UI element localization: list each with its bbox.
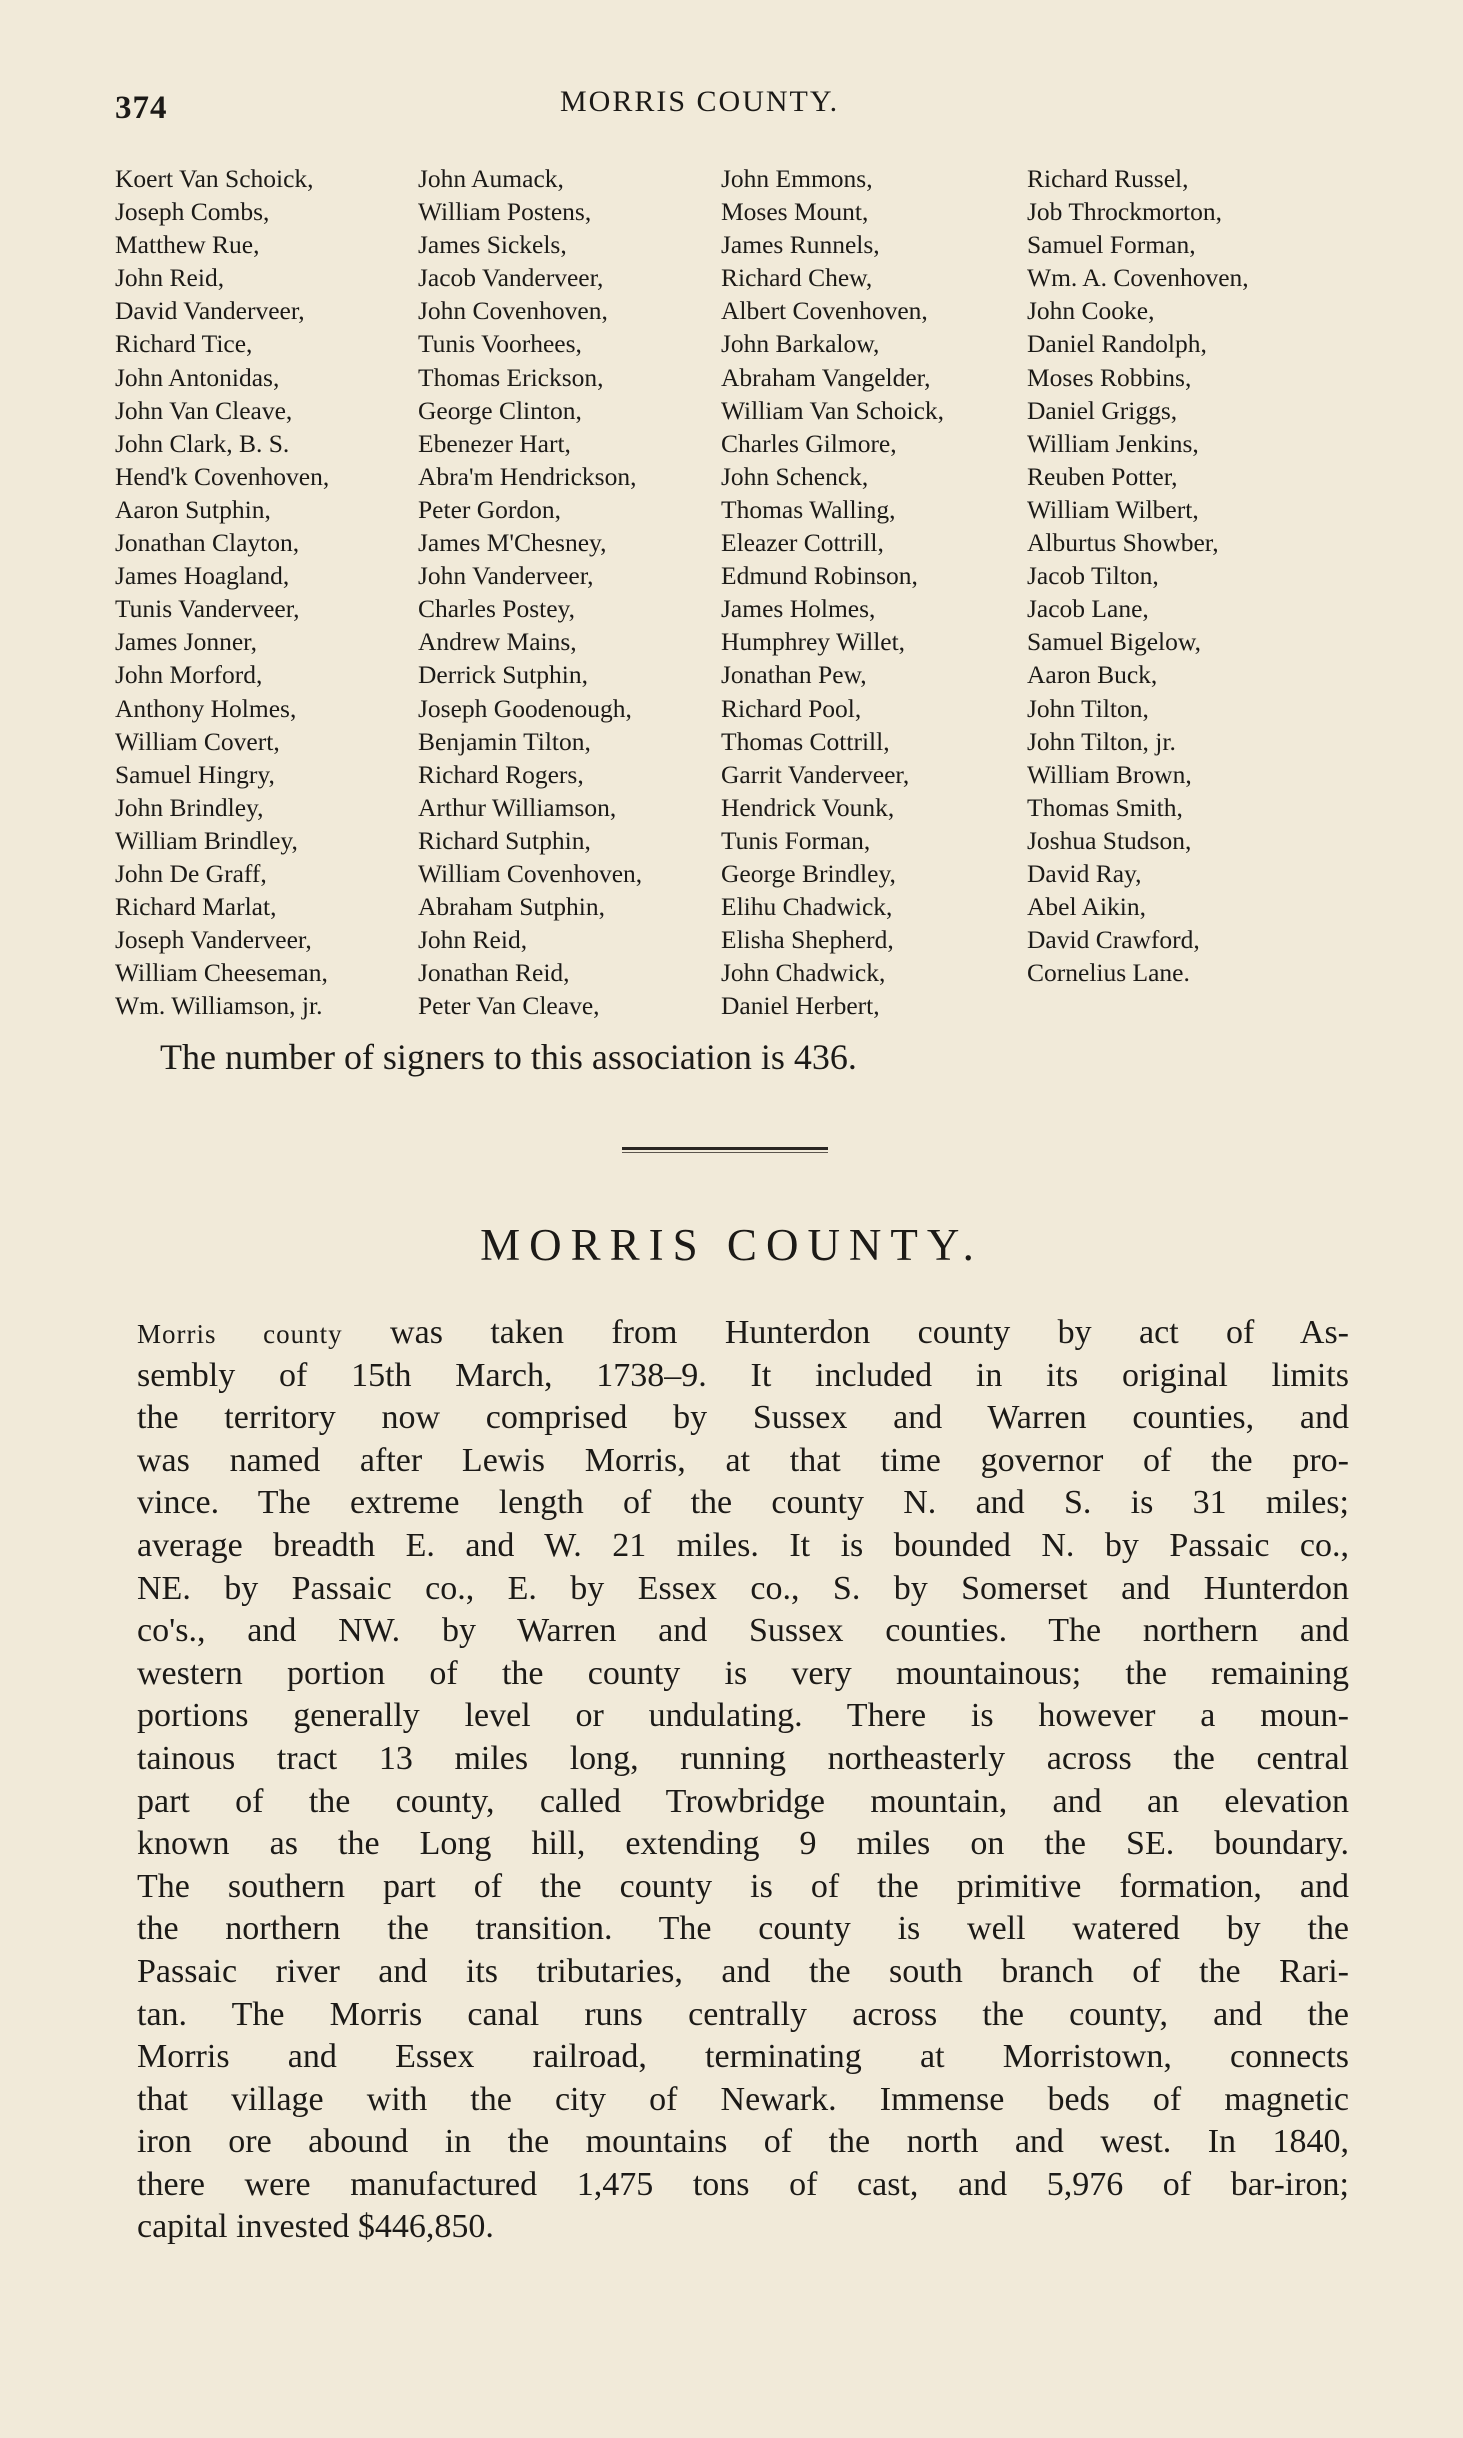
body-line: western portion of the county is very mountainous; the remaining xyxy=(137,1654,1349,1692)
signer-name: Abraham Vangelder, xyxy=(721,362,931,392)
signer-name: David Crawford, xyxy=(1027,925,1200,955)
signer-name: Andrew Mains, xyxy=(418,627,577,657)
body-line: The southern part of the county is of the primitive formation, and xyxy=(137,1867,1349,1905)
signer-name: John Reid, xyxy=(115,263,225,293)
signer-name: Koert Van Schoick, xyxy=(115,164,314,193)
signer-name: John Aumack, xyxy=(418,164,564,193)
body-line: NE. by Passaic co., E. by Essex co., S. by Somerset and Hunterdon xyxy=(137,1569,1349,1607)
body-line: the territory now comprised by Sussex and Warren counties, and xyxy=(137,1399,1349,1437)
signer-name: Humphrey Willet, xyxy=(721,627,906,657)
signer-name: Wm. Williamson, jr. xyxy=(115,991,323,1021)
body-line: vince. The extreme length of the county N. and S. is 31 miles; xyxy=(137,1484,1349,1522)
signer-name: Tunis Voorhees, xyxy=(418,329,582,359)
signer-name: John Chadwick, xyxy=(721,958,886,988)
signer-name: John Brindley, xyxy=(115,792,264,822)
signer-name: Alburtus Showber, xyxy=(1027,528,1219,558)
signer-name: William Covert, xyxy=(115,726,280,756)
signer-name: Hend'k Covenhoven, xyxy=(115,461,330,491)
signer-name: James M'Chesney, xyxy=(418,528,607,558)
signer-name: Albert Covenhoven, xyxy=(721,296,928,326)
signer-name: Thomas Smith, xyxy=(1027,792,1183,822)
signer-name: John Reid, xyxy=(418,925,528,955)
body-line: Morris and Essex railroad, terminating at Morristown, connects xyxy=(137,2038,1349,2076)
signer-name: George Clinton, xyxy=(418,395,582,425)
signer-name: Peter Van Cleave, xyxy=(418,991,600,1021)
signer-name: Aaron Sutphin, xyxy=(115,494,271,524)
signer-name: Abra'm Hendrickson, xyxy=(418,461,637,491)
signer-name: James Runnels, xyxy=(721,230,880,260)
signer-name: Elisha Shepherd, xyxy=(721,925,894,955)
signer-name: Jonathan Reid, xyxy=(418,958,570,988)
signer-name: Daniel Herbert, xyxy=(721,991,880,1021)
body-line: portions generally level or undulating. There is however a moun- xyxy=(137,1697,1349,1735)
signer-name: William Covenhoven, xyxy=(418,858,643,888)
signer-name: Samuel Bigelow, xyxy=(1027,627,1201,657)
signer-name: Abel Aikin, xyxy=(1027,892,1146,922)
signer-name: Richard Chew, xyxy=(721,263,873,293)
signer-name: Matthew Rue, xyxy=(115,230,260,260)
signer-name: James Holmes, xyxy=(721,594,876,624)
signer-name: James Sickels, xyxy=(418,230,567,260)
signer-name: Derrick Sutphin, xyxy=(418,660,588,690)
body-line-1-text: was taken from Hunterdon county by act of As- xyxy=(342,1314,1349,1351)
signer-name: Thomas Erickson, xyxy=(418,362,604,392)
signer-name: James Jonner, xyxy=(115,627,258,657)
signer-name: Cornelius Lane. xyxy=(1027,958,1190,988)
signer-name: George Brindley, xyxy=(721,858,896,888)
signer-name: John Covenhoven, xyxy=(418,296,608,326)
signer-name: Moses Robbins, xyxy=(1027,362,1192,392)
signer-name: John De Graff, xyxy=(115,858,267,888)
signer-name: William Van Schoick, xyxy=(721,395,945,425)
signer-name: Joshua Studson, xyxy=(1027,825,1192,855)
signer-name: Abraham Sutphin, xyxy=(418,892,605,922)
body-line-first xyxy=(137,1312,1349,1355)
signer-name: Edmund Robinson, xyxy=(721,561,918,591)
body-line: capital invested $446,850. xyxy=(137,2208,494,2246)
body-line: co's., and NW. by Warren and Sussex counties. The northern and xyxy=(137,1612,1349,1650)
signer-name: Thomas Walling, xyxy=(721,494,896,524)
signer-name: Jacob Vanderveer, xyxy=(418,263,604,293)
body-line: sembly of 15th March, 1738–9. It included in its original limits xyxy=(137,1356,1349,1394)
signer-name: Daniel Randolph, xyxy=(1027,329,1207,359)
signer-name: Richard Pool, xyxy=(721,693,862,723)
signer-name: John Antonidas, xyxy=(115,362,280,392)
signer-name: Anthony Holmes, xyxy=(115,693,297,723)
section-divider xyxy=(622,1147,828,1150)
signer-name: William Wilbert, xyxy=(1027,494,1199,524)
signer-name: Richard Marlat, xyxy=(115,892,277,922)
signer-name: John Emmons, xyxy=(721,164,873,193)
signer-name: Job Throckmorton, xyxy=(1027,197,1223,227)
signer-name: Eleazer Cottrill, xyxy=(721,528,884,558)
signer-name: John Clark, B. S. xyxy=(115,428,290,458)
signer-name: William Brown, xyxy=(1027,759,1192,789)
signers-column-2 xyxy=(418,162,721,1022)
signer-name: Wm. A. Covenhoven, xyxy=(1027,263,1249,293)
signer-name: William Cheeseman, xyxy=(115,958,328,988)
signer-name: John Van Cleave, xyxy=(115,395,293,425)
body-line: there were manufactured 1,475 tons of cast, and 5,976 of bar-iron; xyxy=(137,2165,1349,2203)
signer-name: James Hoagland, xyxy=(115,561,290,591)
body-line: tainous tract 13 miles long, running northeasterly across the central xyxy=(137,1739,1349,1777)
signer-name: Jacob Lane, xyxy=(1027,594,1149,624)
page-number: 374 xyxy=(115,90,168,126)
signer-name: Charles Postey, xyxy=(418,594,575,624)
lead-smallcaps: Morris county xyxy=(137,1319,343,1349)
signer-name: John Barkalow, xyxy=(721,329,880,359)
signer-name: Peter Gordon, xyxy=(418,494,562,524)
signer-name: Benjamin Tilton, xyxy=(418,726,591,756)
signer-name: Daniel Griggs, xyxy=(1027,395,1178,425)
signer-name: William Brindley, xyxy=(115,825,298,855)
signer-name: Richard Rogers, xyxy=(418,759,584,789)
signer-name: Joseph Goodenough, xyxy=(418,693,632,723)
body-line: tan. The Morris canal runs centrally across the county, and the xyxy=(137,1995,1349,2033)
signer-name: John Cooke, xyxy=(1027,296,1155,326)
body-line: average breadth E. and W. 21 miles. It is bounded N. by Passaic co., xyxy=(137,1526,1349,1564)
section-body xyxy=(137,1312,1349,2249)
body-line: part of the county, called Trowbridge mountain, and an elevation xyxy=(137,1782,1349,1820)
signer-name: John Morford, xyxy=(115,660,263,690)
signer-name: Hendrick Vounk, xyxy=(721,792,895,822)
signer-name: Jonathan Pew, xyxy=(721,660,867,690)
body-line: that village with the city of Newark. Immense beds of magnetic xyxy=(137,2080,1349,2118)
signer-name: David Ray, xyxy=(1027,858,1142,888)
signer-name: Richard Tice, xyxy=(115,329,253,359)
signer-name: Charles Gilmore, xyxy=(721,428,897,458)
signer-name: Samuel Forman, xyxy=(1027,230,1196,260)
signer-name: John Vanderveer, xyxy=(418,561,594,591)
signers-column-4 xyxy=(1027,162,1345,1022)
signer-name: Tunis Vanderveer, xyxy=(115,594,300,624)
signer-name: John Tilton, xyxy=(1027,693,1149,723)
section-title: MORRIS COUNTY. xyxy=(480,1220,983,1270)
body-line: was named after Lewis Morris, at that time governor of the pro- xyxy=(137,1441,1349,1479)
signer-name: William Jenkins, xyxy=(1027,428,1199,458)
signer-name: John Schenck, xyxy=(721,461,869,491)
signer-name: Arthur Williamson, xyxy=(418,792,617,822)
signers-column-3 xyxy=(721,162,1027,1022)
signer-name: Elihu Chadwick, xyxy=(721,892,893,922)
signer-name: Tunis Forman, xyxy=(721,825,871,855)
body-line: the northern the transition. The county is well watered by the xyxy=(137,1910,1349,1948)
signer-name: William Postens, xyxy=(418,197,592,227)
body-line: Passaic river and its tributaries, and the south branch of the Rari- xyxy=(137,1952,1349,1990)
signer-name: Joseph Combs, xyxy=(115,197,270,227)
signers-list xyxy=(115,162,1345,1022)
body-line: known as the Long hill, extending 9 miles on the SE. boundary. xyxy=(137,1825,1349,1863)
signer-name: Samuel Hingry, xyxy=(115,759,275,789)
signer-name: John Tilton, jr. xyxy=(1027,726,1176,756)
signer-name: Jacob Tilton, xyxy=(1027,561,1159,591)
signer-name: Richard Sutphin, xyxy=(418,825,591,855)
signer-name: Garrit Vanderveer, xyxy=(721,759,910,789)
signer-name: David Vanderveer, xyxy=(115,296,305,326)
signer-name: Thomas Cottrill, xyxy=(721,726,890,756)
signer-name: Ebenezer Hart, xyxy=(418,428,571,458)
body-line: iron ore abound in the mountains of the north and west. In 1840, xyxy=(137,2123,1349,2161)
signer-name: Richard Russel, xyxy=(1027,164,1189,193)
signer-name: Reuben Potter, xyxy=(1027,461,1178,491)
running-head: MORRIS COUNTY. xyxy=(560,85,840,118)
signer-name: Moses Mount, xyxy=(721,197,869,227)
signer-name: Joseph Vanderveer, xyxy=(115,925,312,955)
signer-name: Jonathan Clayton, xyxy=(115,528,300,558)
signers-column-1 xyxy=(115,162,418,1022)
signers-count-note: The number of signers to this association is 436. xyxy=(160,1037,857,1077)
signer-name: Aaron Buck, xyxy=(1027,660,1158,690)
